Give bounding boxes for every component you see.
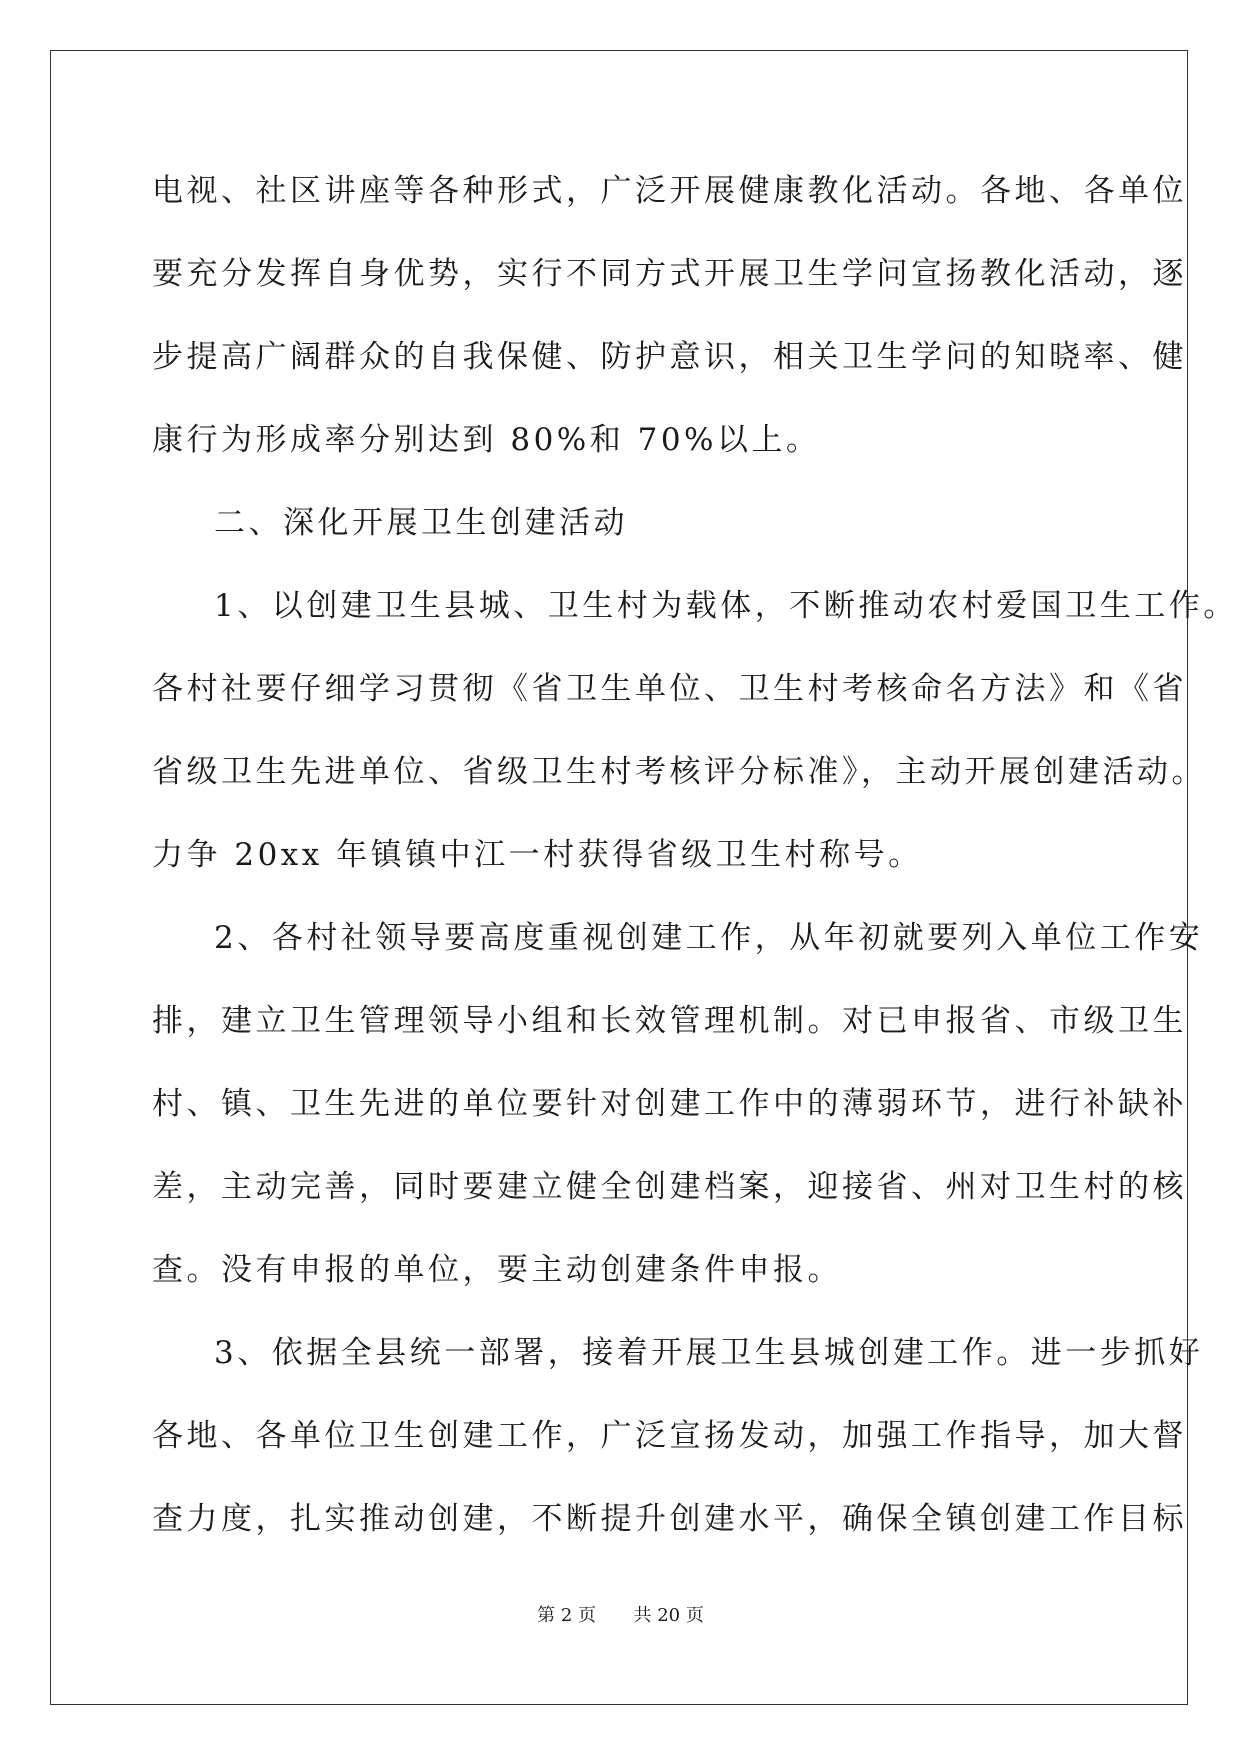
text-line: 电视、社区讲座等各种形式，广泛开展健康教化活动。各地、各单位 [152,173,1187,209]
text-line: 村、镇、卫生先进的单位要针对创建工作中的薄弱环节，进行补缺补 [152,1086,1187,1122]
text-line: 查。没有申报的单位，要主动创建条件申报。 [152,1252,842,1288]
text-line: 力争 20xx 年镇镇中江一村获得省级卫生村称号。 [152,837,923,873]
section-heading: 二、深化开展卫生创建活动 [214,505,628,541]
text-line: 步提高广阔群众的自我保健、防护意识，相关卫生学问的知晓率、健 [152,339,1187,375]
text-line: 查力度，扎实推动创建，不断提升创建水平，确保全镇创建工作目标 [152,1501,1187,1537]
page-total: 共 20 页 [633,1605,704,1626]
text-line: 各村社要仔细学习贯彻《省卫生单位、卫生村考核命名方法》和《省 [152,671,1187,707]
text-line: 省级卫生先进单位、省级卫生村考核评分标准》，主动开展创建活动。 [152,754,1206,790]
text-line: 排，建立卫生管理领导小组和长效管理机制。对已申报省、市级卫生 [152,1003,1187,1039]
text-line: 3、依据全县统一部署，接着开展卫生县城创建工作。进一步抓好 [214,1335,1204,1371]
document-body [152,160,1238,1571]
text-line: 1、以创建卫生县城、卫生村为载体，不断推动农村爱国卫生工作。 [214,588,1238,624]
text-line: 康行为形成率分别达到 80%和 70%以上。 [152,422,821,458]
page-number: 第 2 页 [537,1605,597,1626]
text-line: 各地、各单位卫生创建工作，广泛宣扬发动，加强工作指导，加大督 [152,1418,1187,1454]
text-line: 要充分发挥自身优势，实行不同方式开展卫生学问宣扬教化活动，逐 [152,256,1187,292]
page-footer [0,1604,1241,1628]
text-line: 差，主动完善，同时要建立健全创建档案，迎接省、州对卫生村的核 [152,1169,1187,1205]
text-line: 2、各村社领导要高度重视创建工作，从年初就要列入单位工作安 [214,920,1204,956]
